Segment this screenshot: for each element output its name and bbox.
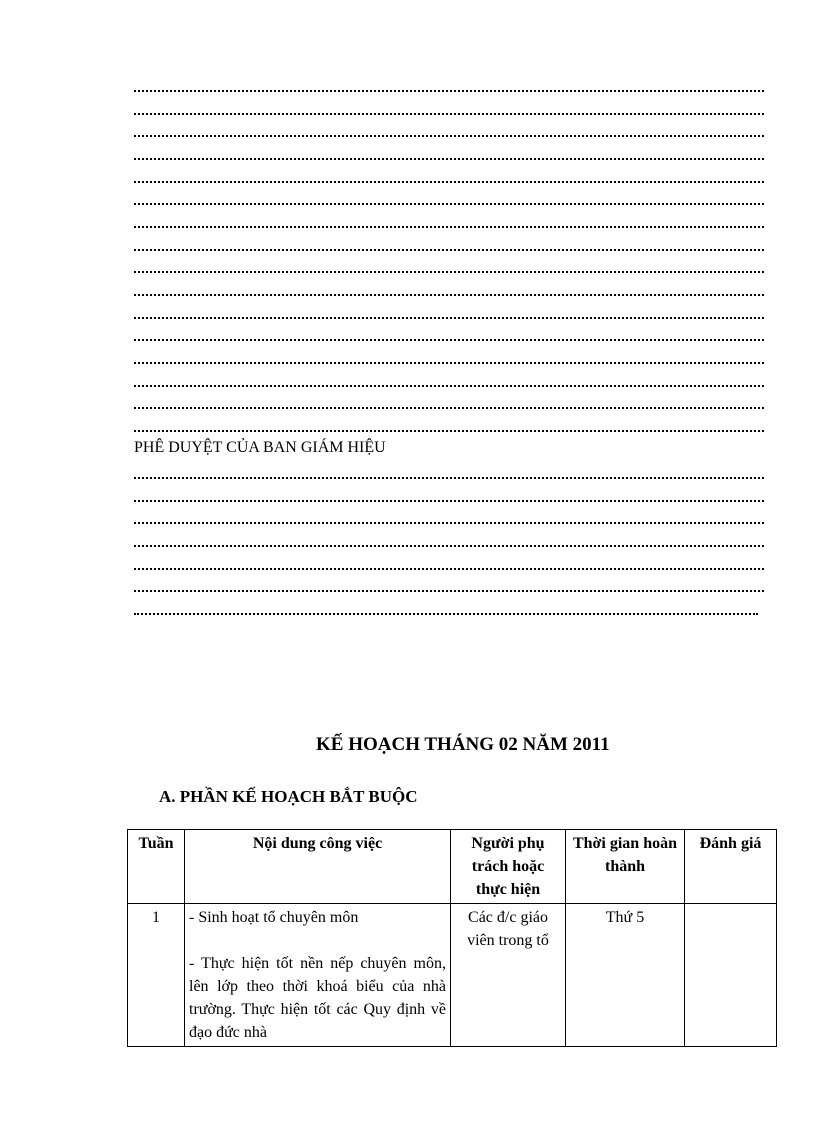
dotted-line: [134, 76, 764, 92]
cell-person: Các đ/c giáo viên trong tổ: [451, 904, 566, 1047]
plan-title: KẾ HOẠCH THÁNG 02 NĂM 2011: [316, 734, 610, 755]
dotted-line: [134, 303, 764, 319]
plan-table: [127, 829, 777, 1047]
dotted-line: [134, 167, 764, 183]
dotted-line: [134, 99, 764, 115]
dotted-line: [134, 280, 764, 296]
dotted-line: [134, 576, 764, 592]
dotted-line: [134, 554, 764, 570]
header-week: Tuần: [128, 830, 185, 904]
dotted-line: [134, 257, 764, 273]
dotted-line: [134, 463, 764, 479]
header-evaluation: Đánh giá: [685, 830, 777, 904]
content-item: - Thực hiện tốt nền nếp chuyên môn, lên lớp theo thời khoá biểu của nhà trường. Thực hiện tốt các Quy định về đạo đức nhà: [189, 955, 446, 1041]
dotted-line: [134, 486, 764, 502]
dotted-line: [134, 599, 758, 615]
approval-title: PHÊ DUYỆT CỦA BAN GIÁM HIỆU: [134, 439, 386, 456]
cell-evaluation: [685, 904, 777, 1047]
dotted-line: [134, 144, 764, 160]
dotted-line: [134, 348, 764, 364]
dotted-line: [134, 325, 764, 341]
dotted-line: [134, 121, 764, 137]
dotted-line: [134, 393, 764, 409]
dotted-line: [134, 508, 764, 524]
cell-time: Thứ 5: [566, 904, 685, 1047]
dotted-line: [134, 371, 764, 387]
dotted-line: [134, 212, 764, 228]
dotted-line: [134, 416, 764, 432]
dotted-line: [134, 235, 764, 251]
table-row: [128, 904, 777, 1047]
table-header-row: [128, 830, 777, 904]
section-title: A. PHẦN KẾ HOẠCH BẮT BUỘC: [159, 787, 418, 806]
cell-content: [185, 904, 451, 1047]
dotted-line: [134, 189, 764, 205]
header-content: Nội dung công việc: [185, 830, 451, 904]
header-person: Người phụ trách hoặc thực hiện: [451, 830, 566, 904]
dotted-line: [134, 531, 764, 547]
content-item: - Sinh hoạt tổ chuyên môn: [189, 909, 359, 926]
cell-week: 1: [128, 904, 185, 1047]
header-time: Thời gian hoàn thành: [566, 830, 685, 904]
